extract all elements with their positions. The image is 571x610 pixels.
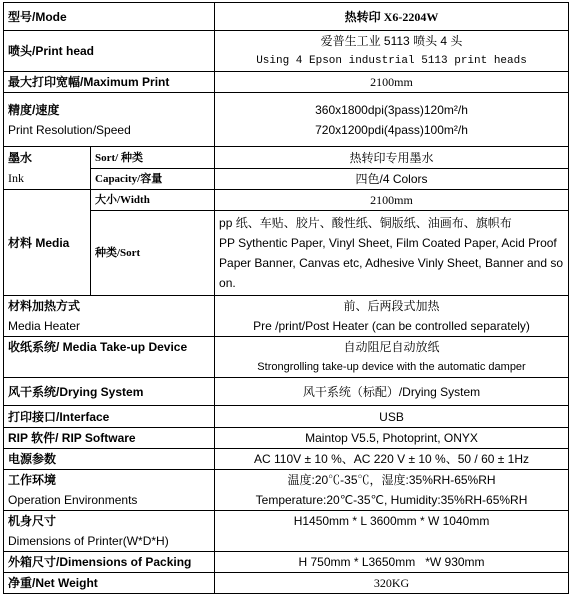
resolution-value <box>215 93 569 147</box>
resolution-label <box>4 93 215 147</box>
dimensions-label-zh: 机身尺寸 <box>8 514 57 528</box>
row-model <box>4 3 569 31</box>
heater-label-en: Media Heater <box>8 319 81 333</box>
row-media-width <box>4 190 569 211</box>
row-environment <box>4 470 569 511</box>
print-head-value-en: Using 4 Epson industrial 5113 print heads <box>256 55 527 67</box>
media-sort-value-2: PP Sythentic Paper, Vinyl Sheet, Film Coated Paper, Acid Proof <box>219 236 557 250</box>
row-heater <box>4 296 569 337</box>
resolution-value-2: 720x1200pdi(4pass)100m²/h <box>315 122 468 137</box>
dimensions-label <box>4 511 215 552</box>
row-power <box>4 449 569 470</box>
ink-sort-label: Sort/ 种类 <box>91 147 215 169</box>
row-rip <box>4 428 569 449</box>
weight-value: 320KG <box>215 573 569 594</box>
media-sort-value-4: on. <box>219 276 236 290</box>
row-dimensions <box>4 511 569 552</box>
row-interface <box>4 406 569 428</box>
packing-label: 外箱尺寸/Dimensions of Packing <box>4 552 215 573</box>
resolution-value-1: 360x1800dpi(3pass)120m²/h <box>315 102 468 117</box>
media-sort-label: 种类/Sort <box>91 211 215 296</box>
media-width-value: 2100mm <box>215 190 569 211</box>
environment-label <box>4 470 215 511</box>
drying-value: 风干系统（标配）/Drying System <box>215 378 569 406</box>
print-head-label: 喷头/Print head <box>4 31 215 72</box>
takeup-value-zh: 自动阻尼自动放纸 <box>343 340 440 354</box>
interface-label: 打印接口/Interface <box>4 406 215 428</box>
print-head-value <box>215 31 569 72</box>
dimensions-label-en: Dimensions of Printer(W*D*H) <box>8 534 169 548</box>
row-resolution <box>4 93 569 147</box>
row-packing <box>4 552 569 573</box>
takeup-value-en: Strongrolling take-up device with the automatic damper <box>257 361 526 373</box>
environment-value-en: Temperature:20℃-35℃, Humidity:35%RH-65%RH <box>255 493 528 507</box>
environment-label-en: Operation Environments <box>8 493 138 507</box>
power-label: 电源参数 <box>4 449 215 470</box>
media-label: 材料 Media <box>4 190 91 296</box>
ink-label-en: Ink <box>8 171 24 185</box>
media-sort-value-1: pp 纸、车贴、胶片、酸性纸、铜版纸、油画布、旗帜布 <box>219 216 512 230</box>
ink-capacity-value: 四色/4 Colors <box>215 169 569 190</box>
model-value: 热转印 X6-2204W <box>215 3 569 31</box>
max-print-label: 最大打印宽幅/Maximum Print <box>4 72 215 93</box>
resolution-label-en: Print Resolution/Speed <box>8 122 131 137</box>
ink-label <box>4 147 91 190</box>
takeup-value <box>215 337 569 378</box>
row-max-print <box>4 72 569 93</box>
packing-value: H 750mm * L3650mm *W 930mm <box>215 552 569 573</box>
ink-label-zh: 墨水 <box>8 151 33 165</box>
row-weight <box>4 573 569 594</box>
model-label: 型号/Mode <box>4 3 215 31</box>
environment-value-zh: 温度:20℃-35℃，湿度:35%RH-65%RH <box>287 473 496 487</box>
rip-value: Maintop V5.5, Photoprint, ONYX <box>215 428 569 449</box>
power-value: AC 110V ± 10 %、AC 220 V ± 10 %、50 / 60 ± 1Hz <box>215 449 569 470</box>
ink-capacity-label: Capacity/容量 <box>91 169 215 190</box>
environment-value <box>215 470 569 511</box>
media-sort-value <box>215 211 569 296</box>
print-head-value-zh: 爱普生工业 5113 喷头 4 头 <box>320 34 463 48</box>
heater-label-zh: 材料加热方式 <box>8 299 81 313</box>
dimensions-value: H1450mm * L 3600mm * W 1040mm <box>215 511 569 552</box>
takeup-label: 收纸系统/ Media Take-up Device <box>4 337 215 378</box>
row-ink-sort <box>4 147 569 169</box>
weight-label: 净重/Net Weight <box>4 573 215 594</box>
environment-label-zh: 工作环境 <box>8 473 57 487</box>
row-drying <box>4 378 569 406</box>
heater-value-en: Pre /print/Post Heater (can be controlled separately) <box>253 319 530 333</box>
resolution-label-zh: 精度/速度 <box>8 102 60 117</box>
media-width-label: 大小/Width <box>91 190 215 211</box>
max-print-value: 2100mm <box>215 72 569 93</box>
spec-table <box>3 2 569 594</box>
ink-sort-value: 热转印专用墨水 <box>215 147 569 169</box>
row-takeup <box>4 337 569 378</box>
heater-value <box>215 296 569 337</box>
interface-value: USB <box>215 406 569 428</box>
row-print-head <box>4 31 569 72</box>
heater-value-zh: 前、后两段式加热 <box>343 299 440 313</box>
drying-label: 风干系统/Drying System <box>4 378 215 406</box>
media-sort-value-3: Paper Banner, Canvas etc, Adhesive Vinly Sheet, Banner and so <box>219 256 564 270</box>
heater-label <box>4 296 215 337</box>
rip-label: RIP 软件/ RIP Software <box>4 428 215 449</box>
